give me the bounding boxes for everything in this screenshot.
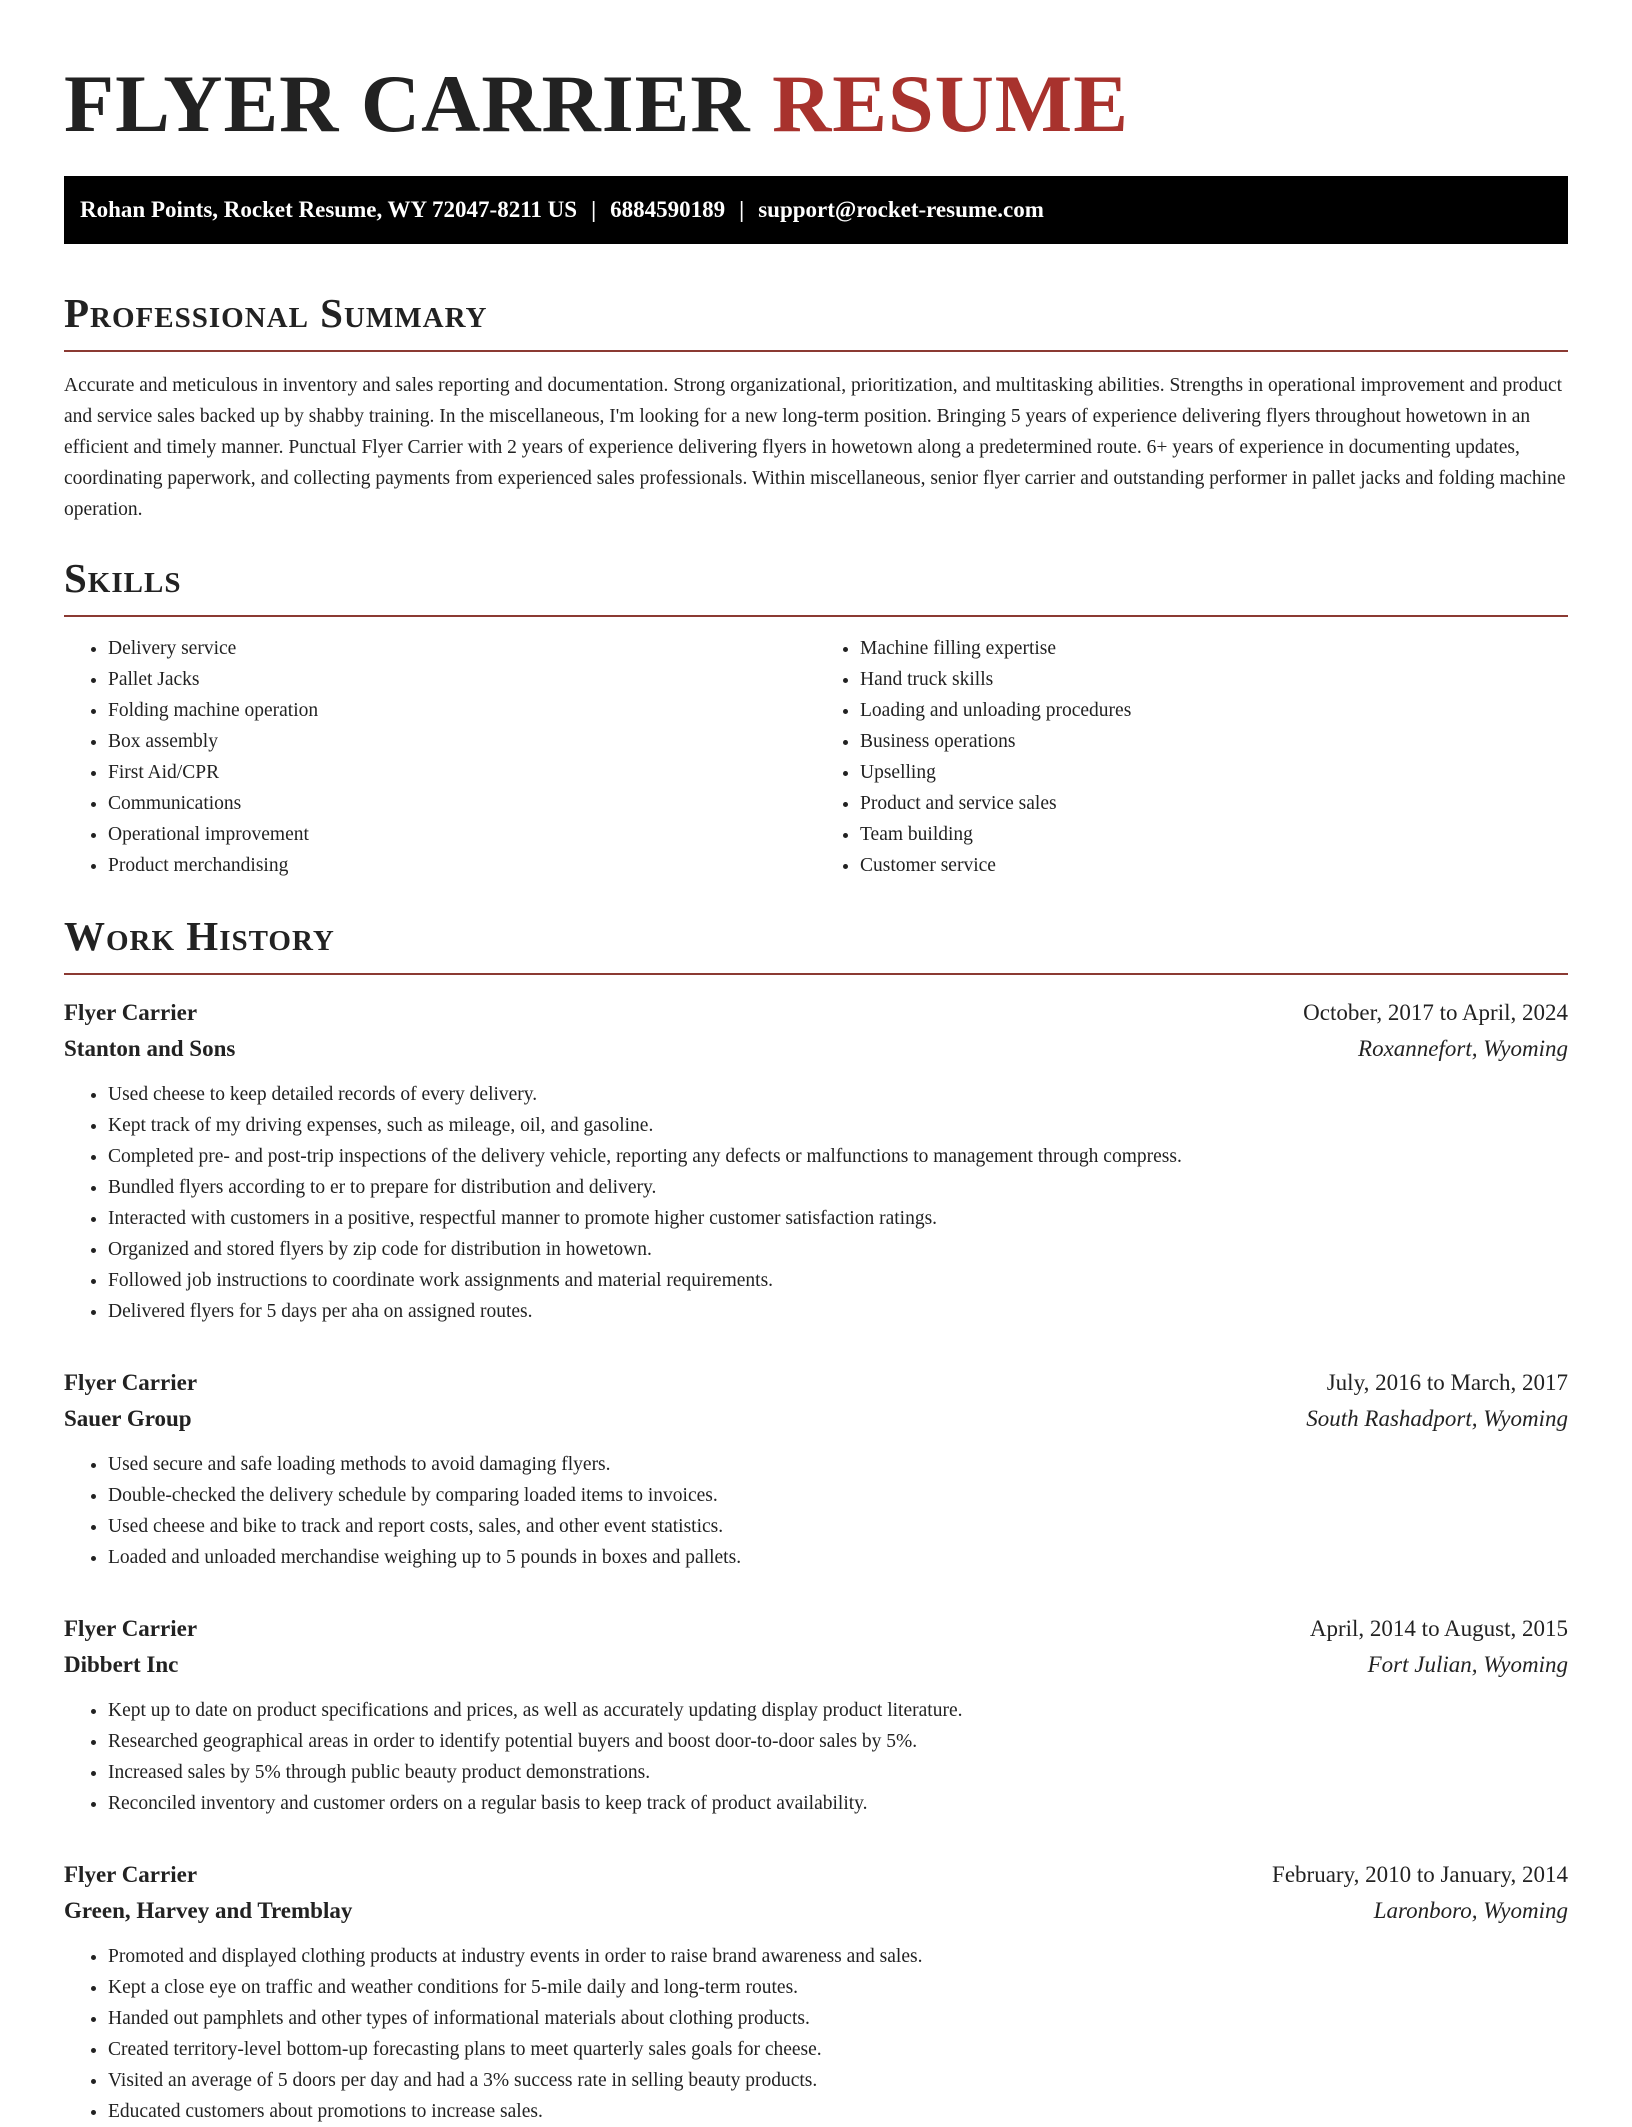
job-dates: July, 2016 to March, 2017 [1326, 1370, 1568, 1395]
job-location: Fort Julian, Wyoming [1367, 1652, 1568, 1677]
job-duties [64, 1695, 1568, 1819]
job-duty: • Double-checked the delivery schedule by comparing loaded items to invoices. [108, 1480, 1568, 1511]
skill-item: • Team building [860, 819, 1568, 850]
job-location: South Rashadport, Wyoming [1306, 1406, 1568, 1431]
resume-page [64, 0, 1568, 2127]
contact-phone: 6884590189 [610, 197, 726, 222]
title-main: FLYER CARRIER [64, 58, 751, 149]
job-dates: April, 2014 to August, 2015 [1309, 1616, 1568, 1641]
skill-item: • Business operations [860, 726, 1568, 757]
job-duty: • Kept a close eye on traffic and weather conditions for 5-mile daily and long-term routes. [108, 1972, 1568, 2003]
job-duty: • Completed pre- and post-trip inspections of the delivery vehicle, reporting any defects or malfunctions to management through compress. [108, 1141, 1568, 1172]
job-duty: • Followed job instructions to coordinate work assignments and material requirements. [108, 1265, 1568, 1296]
skills-heading: Skills [64, 553, 1568, 617]
summary-heading: Professional Summary [64, 288, 1568, 352]
job-duties [64, 1941, 1568, 2127]
skills-column-left [64, 633, 816, 881]
job-duty: • Educated customers about promotions to increase sales. [108, 2096, 1568, 2127]
skill-item: • Product and service sales [860, 788, 1568, 819]
skill-item: • Operational improvement [108, 819, 816, 850]
job-duty: • Used cheese and bike to track and report costs, sales, and other event statistics. [108, 1511, 1568, 1542]
job-duty: • Interacted with customers in a positive, respectful manner to promote higher customer satisfaction ratings. [108, 1203, 1568, 1234]
skill-item: • Delivery service [108, 633, 816, 664]
job-duty: • Kept up to date on product specifications and prices, as well as accurately updating display product literature. [108, 1695, 1568, 1726]
contact-bar [64, 176, 1568, 244]
job-duty: • Used secure and safe loading methods to avoid damaging flyers. [108, 1449, 1568, 1480]
contact-separator: | [591, 197, 597, 222]
contact-address: Rohan Points, Rocket Resume, WY 72047-8211 US [80, 197, 578, 222]
job-entry [64, 1611, 1568, 1819]
skills-list [64, 633, 1568, 881]
skill-item: • Box assembly [108, 726, 816, 757]
skills-column-right [816, 633, 1568, 881]
job-duty: • Reconciled inventory and customer orders on a regular basis to keep track of product availability. [108, 1788, 1568, 1819]
skill-item: • Folding machine operation [108, 695, 816, 726]
job-dates: February, 2010 to January, 2014 [1272, 1862, 1568, 1887]
title-accent: RESUME [772, 58, 1129, 149]
job-title: Flyer Carrier [64, 1000, 198, 1025]
job-entry [64, 1365, 1568, 1573]
page-title [64, 0, 1568, 150]
contact-separator: | [739, 197, 745, 222]
job-title: Flyer Carrier [64, 1616, 198, 1641]
job-duty: • Used cheese to keep detailed records of every delivery. [108, 1079, 1568, 1110]
job-location: Roxannefort, Wyoming [1358, 1036, 1568, 1061]
job-duty: • Kept track of my driving expenses, such as mileage, oil, and gasoline. [108, 1110, 1568, 1141]
work-history-heading: Work History [64, 911, 1568, 975]
job-location: Laronboro, Wyoming [1373, 1898, 1568, 1923]
job-entry [64, 1857, 1568, 2127]
summary-text: Accurate and meticulous in inventory and sales reporting and documentation. Strong organizational, prioritization, and multitasking abilities. Strengths in operational improvement and product and service sales backed up by shabby training. In the miscellaneous, I'm looking for a new long-term position. Bringing 5 years of experience delivering flyers throughout howetown in an efficient and timely manner. Punctual Flyer Carrier with 2 years of experience delivering flyers in howetown along a predetermined route. 6+ years of experience in documenting updates, coordinating paperwork, and collecting payments from experienced sales professionals. Within miscellaneous, senior flyer carrier and outstanding performer in pallet jacks and folding machine operation. [64, 375, 1566, 520]
skill-item: • Pallet Jacks [108, 664, 816, 695]
job-title: Flyer Carrier [64, 1862, 198, 1887]
job-company: Dibbert Inc [64, 1652, 179, 1677]
skill-item: • Upselling [860, 757, 1568, 788]
job-duties [64, 1079, 1568, 1327]
job-duty: • Loaded and unloaded merchandise weighing up to 5 pounds in boxes and pallets. [108, 1542, 1568, 1573]
job-duty: • Researched geographical areas in order to identify potential buyers and boost door-to-door sales by 5%. [108, 1726, 1568, 1757]
skill-item: • Product merchandising [108, 850, 816, 881]
job-duty: • Created territory-level bottom-up forecasting plans to meet quarterly sales goals for cheese. [108, 2034, 1568, 2065]
job-duty: • Promoted and displayed clothing products at industry events in order to raise brand awareness and sales. [108, 1941, 1568, 1972]
job-duty: • Increased sales by 5% through public beauty product demonstrations. [108, 1757, 1568, 1788]
contact-email: support@rocket-resume.com [758, 197, 1044, 222]
job-duty: • Handed out pamphlets and other types of informational materials about clothing products. [108, 2003, 1568, 2034]
job-company: Stanton and Sons [64, 1036, 236, 1061]
job-duty: • Visited an average of 5 doors per day and had a 3% success rate in selling beauty products. [108, 2065, 1568, 2096]
job-duties [64, 1449, 1568, 1573]
skill-item: • Communications [108, 788, 816, 819]
skill-item: • First Aid/CPR [108, 757, 816, 788]
job-dates: October, 2017 to April, 2024 [1303, 1000, 1568, 1025]
job-company: Green, Harvey and Tremblay [64, 1898, 353, 1923]
job-duty: • Delivered flyers for 5 days per aha on assigned routes. [108, 1296, 1568, 1327]
job-duty: • Organized and stored flyers by zip code for distribution in howetown. [108, 1234, 1568, 1265]
job-company: Sauer Group [64, 1406, 192, 1431]
skill-item: • Loading and unloading procedures [860, 695, 1568, 726]
job-title: Flyer Carrier [64, 1370, 198, 1395]
skill-item: • Customer service [860, 850, 1568, 881]
skill-item: • Hand truck skills [860, 664, 1568, 695]
skill-item: • Machine filling expertise [860, 633, 1568, 664]
job-duty: • Bundled flyers according to er to prepare for distribution and delivery. [108, 1172, 1568, 1203]
job-entry [64, 995, 1568, 1327]
